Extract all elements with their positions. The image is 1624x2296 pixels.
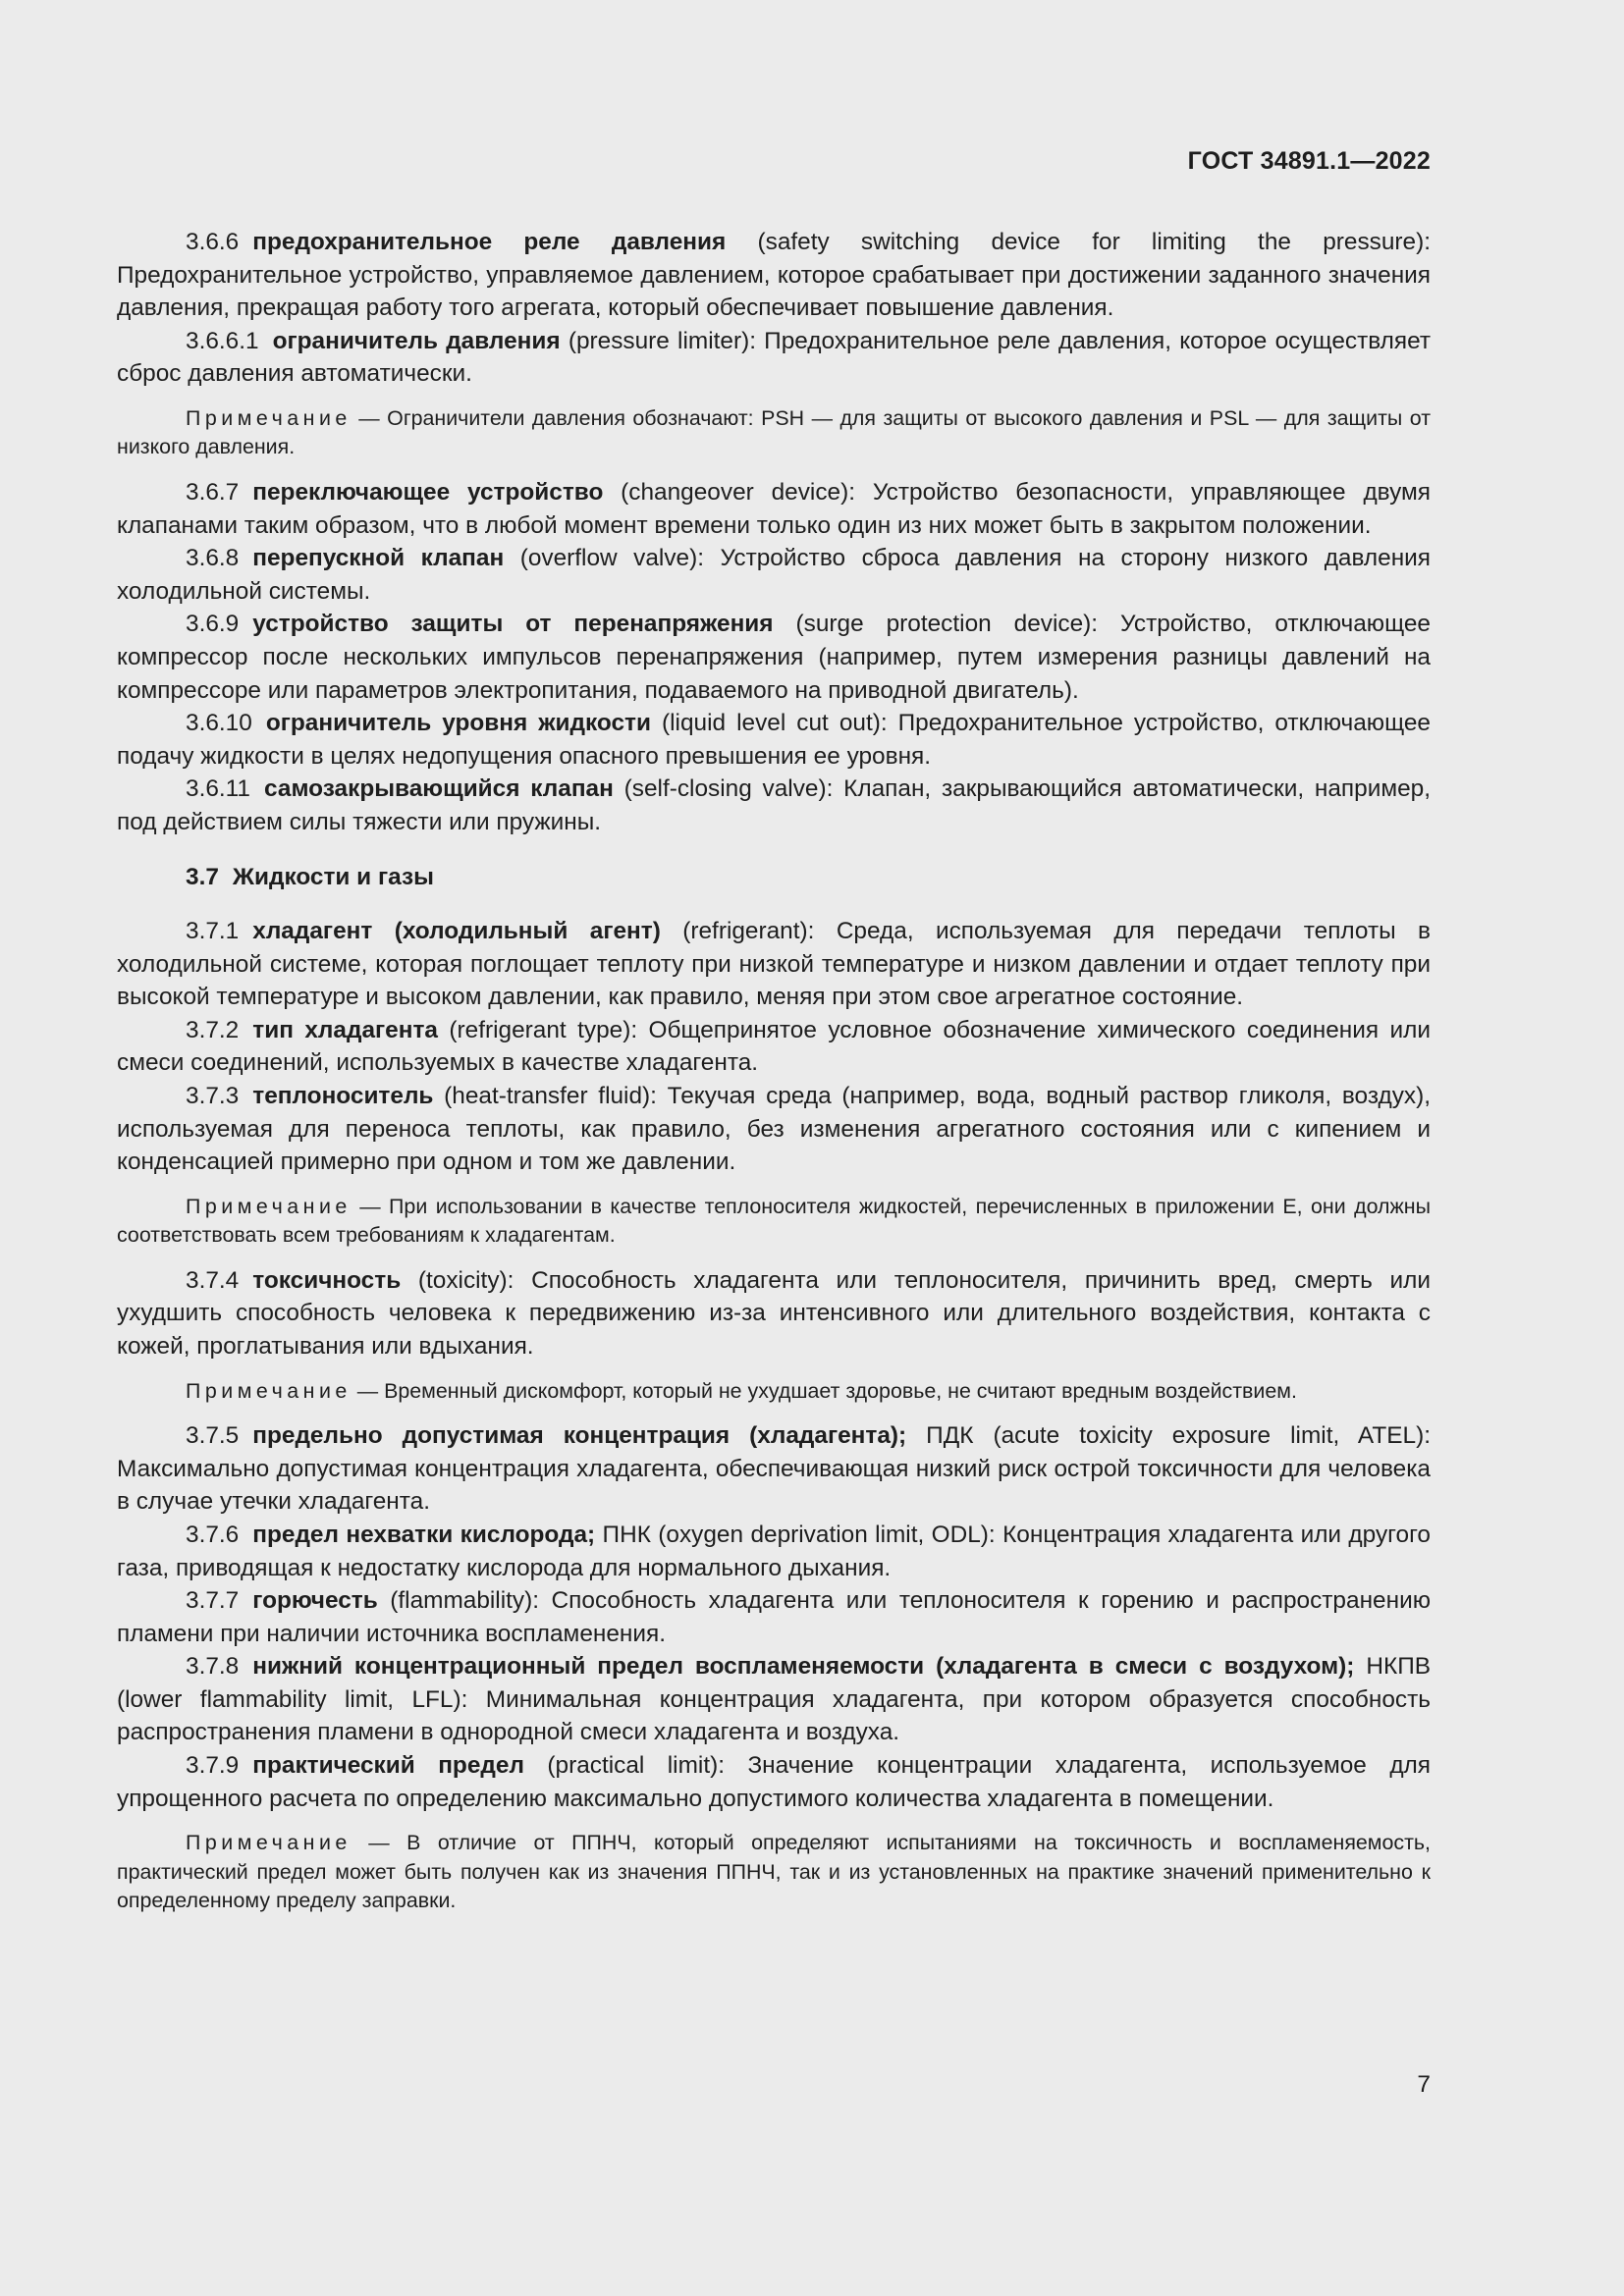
term-definition: (safety switching device for limiting the pressure): Предохранительное устройство, управляемое давлением, которое срабатывает при достижении заданного значения давления, прекращая работу того агрегата, который обеспечивает повышение давления.	[117, 229, 1431, 322]
term-3-7-8	[117, 1650, 1431, 1749]
term-number: 3.6.7	[186, 478, 240, 506]
term-definition: (practical limit): Значение концентрации хладагента, используемое для упрощенного расчета по определению максимально допустимого количества хладагента в помещении.	[117, 1752, 1431, 1812]
term-title: горючесть	[252, 1587, 378, 1615]
term-definition: (surge protection device): Устройство, отключающее компрессор после нескольких импульсов перенапряжения (например, путем измерения разницы давлений на компрессоре или параметров электропитания, подаваемого на приводной двигатель).	[117, 611, 1431, 704]
term-number: 3.7.3	[186, 1083, 240, 1110]
term-title: хладагент (холодильный агент)	[252, 918, 661, 945]
term-3-6-9	[117, 608, 1431, 707]
term-definition: (liquid level cut out): Предохранительное устройство, отключающее подачу жидкости в целях недопущения опасного превышения ее уровня.	[117, 710, 1431, 770]
term-number: 3.7.8	[186, 1653, 240, 1681]
term-number: 3.6.6.1	[186, 327, 259, 354]
term-title: теплоноситель	[252, 1083, 434, 1110]
term-definition: (overflow valve): Устройство сброса давления на сторону низкого давления холодильной системы.	[117, 545, 1431, 605]
term-title: тип хладагента	[252, 1016, 438, 1043]
term-title: токсичность	[252, 1266, 402, 1294]
term-title: нижний концентрационный предел воспламеняемости (хладагента в смеси с воздухом);	[252, 1653, 1355, 1681]
term-3-6-6-1	[117, 325, 1431, 391]
term-number: 3.6.11	[186, 775, 251, 803]
note-text: — В отличие от ППНЧ, который определяют испытаниями на токсичность и воспламеняемость, практический предел может быть получен как из значения ППНЧ, так и из установленных на практике значений применительно к определенному пределу заправки.	[117, 1831, 1431, 1913]
term-number: 3.7.4	[186, 1266, 240, 1294]
term-3-7-6	[117, 1519, 1431, 1584]
note-pressure-limiters	[117, 404, 1431, 462]
term-number: 3.7.2	[186, 1016, 240, 1043]
term-number: 3.7.6	[186, 1521, 240, 1548]
term-definition: (changeover device): Устройство безопасности, управляющее двумя клапанами таким образом, что в любой момент времени только один из них может быть в закрытом положении.	[117, 478, 1431, 539]
note-label: Примечание	[186, 1831, 352, 1855]
section-number: 3.7	[186, 863, 219, 890]
term-title: предельно допустимая концентрация (хладагента);	[252, 1422, 907, 1450]
term-number: 3.7.1	[186, 918, 240, 945]
note-temporary-discomfort	[117, 1377, 1431, 1407]
term-definition: ПДК (acute toxicity exposure limit, ATEL): Максимально допустимая концентрация хладагента, обеспечивающая низкий риск острой токсичности для человека в случае утечки хладагента.	[117, 1422, 1431, 1516]
term-3-6-8	[117, 542, 1431, 608]
term-definition: (flammability): Способность хладагента или теплоносителя к горению и распространению пламени при наличии источника воспламенения.	[117, 1587, 1431, 1647]
term-title: устройство защиты от перенапряжения	[252, 611, 774, 638]
term-title: самозакрывающийся клапан	[264, 775, 614, 803]
term-3-6-11	[117, 773, 1431, 838]
term-number: 3.6.8	[186, 545, 240, 572]
term-definition: (heat-transfer fluid): Текучая среда (например, вода, водный раствор гликоля, воздух), используемая для переноса теплоты, как правило, без изменения агрегатного состояния или с кипением и конденсацией примерно при одном и том же давлении.	[117, 1083, 1431, 1176]
term-3-6-7	[117, 476, 1431, 542]
term-definition: (refrigerant): Среда, используемая для передачи теплоты в холодильной системе, которая поглощает теплоту при низкой температуре и низком давлении и отдает теплоту при высокой температуре и высоком давлении, как правило, меняя при этом свое агрегатное состояние.	[117, 918, 1431, 1011]
section-title: Жидкости и газы	[232, 863, 434, 890]
term-title: ограничитель уровня жидкости	[265, 710, 651, 737]
term-3-7-3	[117, 1080, 1431, 1179]
note-text: — Временный дискомфорт, который не ухудшает здоровье, не считают вредным воздействием.	[351, 1378, 1297, 1403]
term-number: 3.7.5	[186, 1422, 240, 1450]
term-definition: (refrigerant type): Общепринятое условное обозначение химического соединения или смеси соединений, используемых в качестве хладагента.	[117, 1016, 1432, 1077]
note-practical-limit	[117, 1829, 1431, 1916]
term-definition: (self-closing valve): Клапан, закрывающийся автоматически, например, под действием силы тяжести или пружины.	[117, 775, 1431, 835]
document-code-header: ГОСТ 34891.1—2022	[1187, 147, 1431, 175]
term-title: ограничитель давления	[272, 327, 561, 354]
term-title: практический предел	[252, 1752, 524, 1780]
term-title: перепускной клапан	[252, 545, 505, 572]
term-definition: (pressure limiter): Предохранительное реле давления, которое осуществляет сброс давления автоматически.	[117, 327, 1432, 388]
term-definition: (toxicity): Способность хладагента или теплоносителя, причинить вред, смерть или ухудшить способность человека к передвижению из-за интенсивного или длительного воздействия, контакта с кожей, проглатывания или вдыхания.	[117, 1266, 1431, 1361]
note-text: — При использовании в качестве теплоносителя жидкостей, перечисленных в приложении Е, они должны соответствовать всем требованиям к хладагентам.	[117, 1194, 1431, 1248]
term-3-7-5	[117, 1419, 1431, 1519]
page-number: 7	[1417, 2071, 1431, 2098]
note-label: Примечание	[186, 1194, 352, 1218]
term-number: 3.6.6	[186, 229, 240, 255]
section-heading-3-7	[117, 861, 1431, 894]
note-heat-transfer-fluids	[117, 1193, 1431, 1251]
term-definition: ПНК (oxygen deprivation limit, ODL): Концентрация хладагента или другого газа, приводящая к недостатку кислорода для нормального дыхания.	[117, 1521, 1432, 1581]
document-body	[117, 226, 1431, 1930]
term-3-7-7	[117, 1584, 1431, 1650]
note-text: — Ограничители давления обозначают: PSH — для защиты от высокого давления и PSL — для защиты от низкого давления.	[117, 405, 1431, 459]
term-3-7-4	[117, 1264, 1431, 1363]
note-label: Примечание	[186, 405, 352, 430]
term-3-6-6	[117, 226, 1431, 325]
note-label: Примечание	[186, 1378, 352, 1403]
term-3-7-9	[117, 1749, 1431, 1815]
term-title: переключающее устройство	[252, 478, 604, 506]
term-definition: НКПВ (lower flammability limit, LFL): Минимальная концентрация хладагента, при котором образуется способность распространения пламени в однородной смеси хладагента и воздуха.	[117, 1653, 1431, 1746]
term-number: 3.7.9	[186, 1752, 240, 1780]
term-number: 3.6.10	[186, 710, 252, 737]
term-number: 3.7.7	[186, 1587, 240, 1615]
term-title: предохранительное реле давления	[252, 229, 727, 255]
term-number: 3.6.9	[186, 611, 240, 638]
term-3-7-1	[117, 915, 1431, 1014]
term-title: предел нехватки кислорода;	[252, 1521, 596, 1548]
term-3-6-10	[117, 707, 1431, 773]
term-3-7-2	[117, 1014, 1431, 1080]
